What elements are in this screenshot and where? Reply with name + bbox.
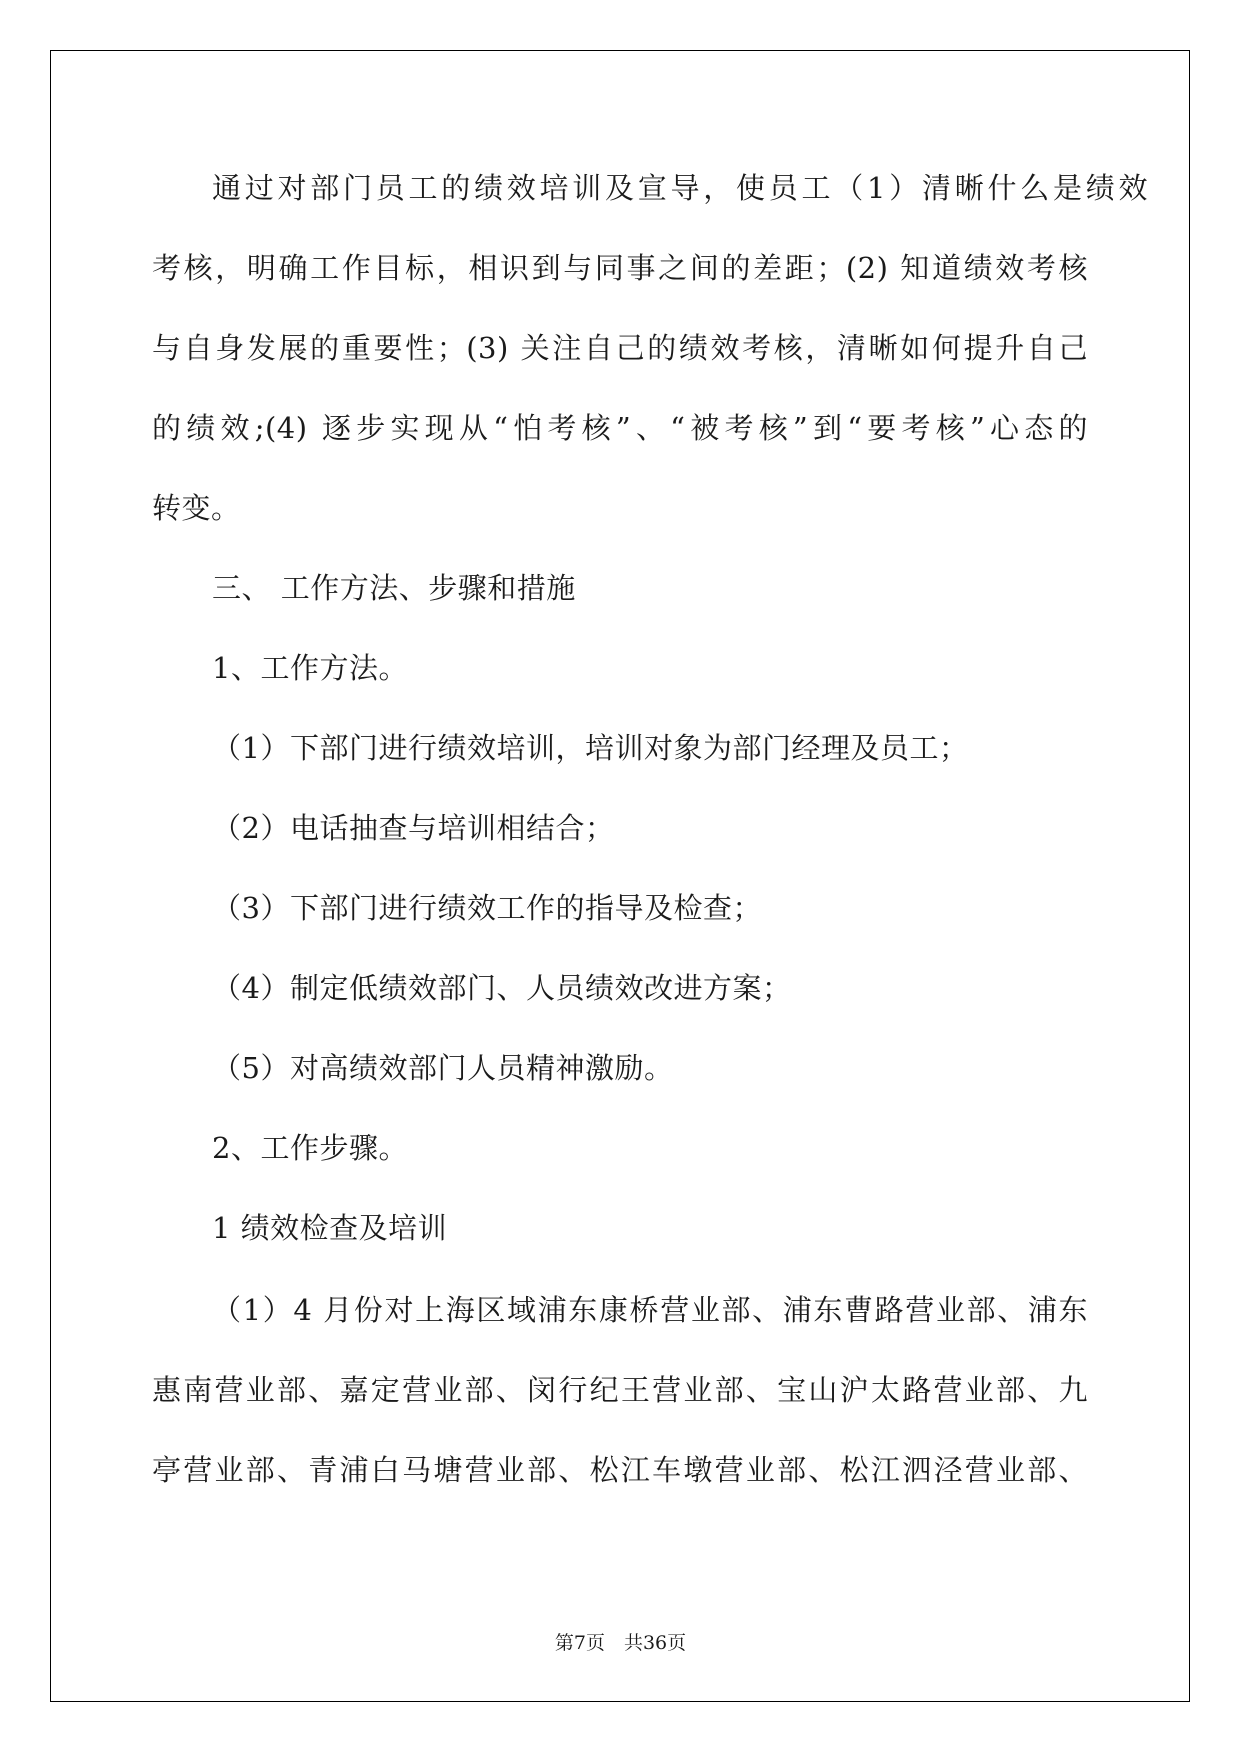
body-line: 转变。 <box>152 491 241 525</box>
subsection-heading: 1、工作方法。 <box>212 651 408 685</box>
body-line: 考核，明确工作目标，相识到与同事之间的差距；(2) 知道绩效考核 <box>152 251 1088 285</box>
page-number-footer: 第7页 共36页 <box>554 1632 687 1654</box>
step-heading: 1 绩效检查及培训 <box>212 1211 448 1245</box>
list-item: （2）电话抽查与培训相结合； <box>212 811 615 845</box>
subsection-heading: 2、工作步骤。 <box>212 1131 408 1165</box>
list-item: （3）下部门进行绩效工作的指导及检查； <box>212 891 762 925</box>
section-heading: 三、 工作方法、步骤和措施 <box>212 571 576 605</box>
body-line: （1）4 月份对上海区域浦东康桥营业部、浦东曹路营业部、浦东 <box>212 1293 1088 1327</box>
body-line: 与自身发展的重要性；(3) 关注自己的绩效考核，清晰如何提升自己 <box>152 331 1088 365</box>
list-item: （1）下部门进行绩效培训，培训对象为部门经理及员工； <box>212 731 969 765</box>
list-item: （4）制定低绩效部门、人员绩效改进方案； <box>212 971 792 1005</box>
body-line: 通过对部门员工的绩效培训及宣导，使员工（1）清晰什么是绩效 <box>212 171 1148 205</box>
list-item: （5）对高绩效部门人员精神激励。 <box>212 1051 674 1085</box>
body-line: 的绩效;(4) 逐步实现从“怕考核”、“被考核”到“要考核”心态的 <box>152 411 1088 445</box>
body-line: 亭营业部、青浦白马塘营业部、松江车墩营业部、松江泗泾营业部、 <box>152 1453 1088 1487</box>
body-line: 惠南营业部、嘉定营业部、闵行纪王营业部、宝山沪太路营业部、九 <box>152 1373 1088 1407</box>
